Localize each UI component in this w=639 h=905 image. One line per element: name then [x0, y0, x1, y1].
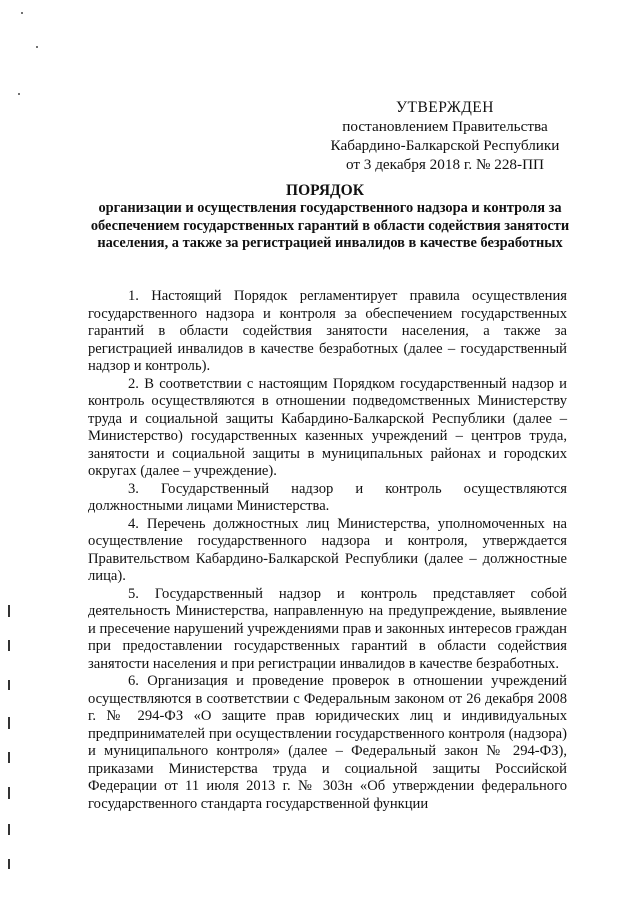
scan-mark	[8, 859, 10, 869]
scan-mark	[8, 640, 10, 651]
paragraph: 3. Государственный надзор и контроль осуществляются должностными лицами Министерства.	[88, 480, 567, 514]
scan-mark	[8, 605, 10, 617]
scan-mark	[8, 717, 10, 729]
paragraph: 5. Государственный надзор и контроль представляет собой деятельность Министерства, направленную на предупреждение, выявление и пресечение нарушений учреждениями прав и законных интересов граждан при предоставлении государственных гарантий в области содействия занятости населения и при регистрации инвалидов в качестве безработных.	[88, 585, 567, 672]
approval-heading: УТВЕРЖДЕН	[396, 99, 494, 116]
document-subtitle: организации и осуществления государственного надзора и контроля за обеспечением государственных гарантий в области содействия занятости населения, а также за регистрацией инвалидов в качестве безработных	[90, 200, 570, 251]
document-body	[88, 288, 567, 813]
scan-mark	[8, 680, 10, 690]
scan-mark	[8, 752, 10, 763]
approval-line: постановлением Правительства	[342, 118, 548, 135]
paragraph: 4. Перечень должностных лиц Министерства, уполномоченных на осуществление государственного надзора и контроля, утверждается Правительством Кабардино-Балкарской Республики (далее – должностные лица).	[88, 515, 567, 584]
approval-stamp-block	[300, 98, 590, 174]
paragraph: 1. Настоящий Порядок регламентирует правила осуществления государственного надзора и контроля за обеспечением государственных гарантий в области содействия занятости населения, а также за регистрацией инвалидов в качестве безработных (далее – государственный надзор и контроль).	[88, 288, 567, 374]
paragraph: 6. Организация и проведение проверок в отношении учреждений осуществляются в соответствии с Федеральным законом от 26 декабря 2008 г. № 294-ФЗ «О защите прав юридических лиц и индивидуальных предпринимателей при осуществлении государственного контроля (надзора) и муниципального контроля» (далее – Федеральный закон № 294-ФЗ), приказами Министерства труда и социальной защиты Российской Федерации от 11 июля 2013 г. № 303н «Об утверждении федерального государственного стандарта государственной функции	[88, 673, 567, 812]
document-title: ПОРЯДОК	[286, 182, 364, 199]
scan-speck	[36, 46, 38, 48]
scan-speck	[18, 93, 20, 95]
scan-mark	[8, 824, 10, 835]
scan-mark	[8, 787, 10, 799]
scan-speck	[21, 12, 23, 14]
approval-line: Кабардино-Балкарской Республики	[330, 137, 560, 154]
approval-line: от 3 декабря 2018 г. № 228-ПП	[345, 156, 545, 173]
paragraph: 2. В соответствии с настоящим Порядком государственный надзор и контроль осуществляются в отношении подведомственных Министерству труда и социальной защиты Кабардино-Балкарской Республики (далее – Министерство) государственных казенных учреждений – центров труда, занятости и социальной защиты в муниципальных районах и городских округах (далее – учреждение).	[88, 375, 567, 479]
